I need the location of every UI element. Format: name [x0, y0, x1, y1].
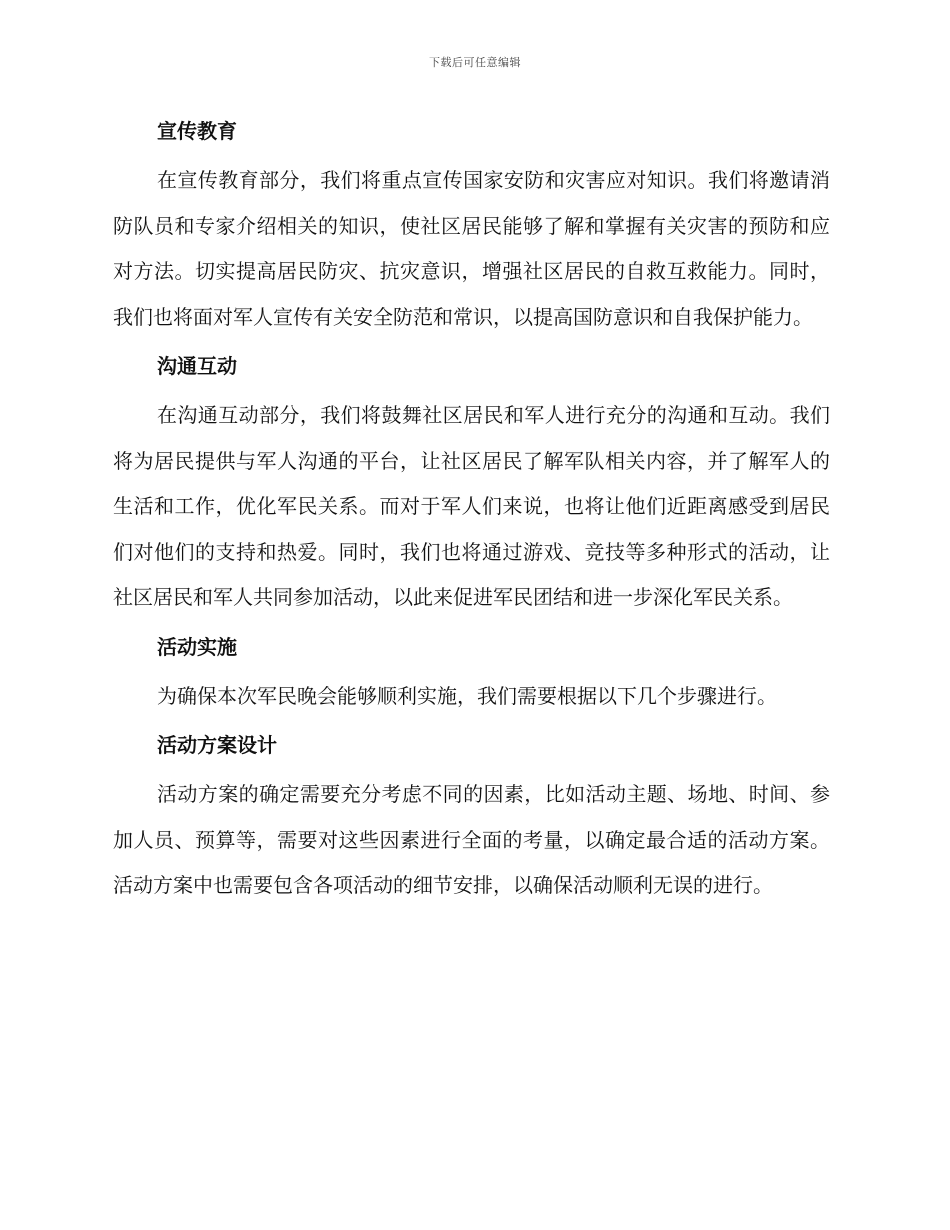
header-note: 下载后可任意编辑	[429, 56, 521, 69]
section-title-publicity-education: 宣传教育	[157, 119, 237, 143]
section-paragraph-publicity-education: 在宣传教育部分，我们将重点宣传国家安防和灾害应对知识。我们将邀请消防队员和专家介绍相关的知识，使社区居民能够了解和掌握有关灾害的预防和应对方法。切实提高居民防灾、抗灾意识，增强社区居民的自救互救能力。同时，我们也将面对军人宣传有关安全防范和常识，以提高国防意识和自我保护能力。	[113, 168, 830, 329]
section-title-activity-plan-design: 活动方案设计	[157, 733, 277, 757]
section-paragraph-communication-interaction: 在沟通互动部分，我们将鼓舞社区居民和军人进行充分的沟通和互动。我们将为居民提供与军人沟通的平台，让社区居民了解军队相关内容，并了解军人的生活和工作，优化军民关系。而对于军人们来说，也将让他们近距离感受到居民们对他们的支持和热爱。同时，我们也将通过游戏、竞技等多种形式的活动，让社区居民和军人共同参加活动，以此来促进军民团结和进一步深化军民关系。	[113, 403, 830, 609]
section-title-activity-implementation: 活动实施	[157, 634, 237, 659]
section-paragraph-activity-implementation: 为确保本次军民晚会能够顺利实施，我们需要根据以下几个步骤进行。	[157, 683, 777, 708]
document-body	[113, 109, 830, 913]
section-paragraph-activity-plan-design: 活动方案的确定需要充分考虑不同的因素，比如活动主题、场地、时间、参加人员、预算等，需要对这些因素进行全面的考量，以确定最合适的活动方案。活动方案中也需要包含各项活动的细节安排，以确保活动顺利无误的进行。	[113, 782, 830, 897]
section-title-communication-interaction: 沟通互动	[157, 354, 237, 378]
